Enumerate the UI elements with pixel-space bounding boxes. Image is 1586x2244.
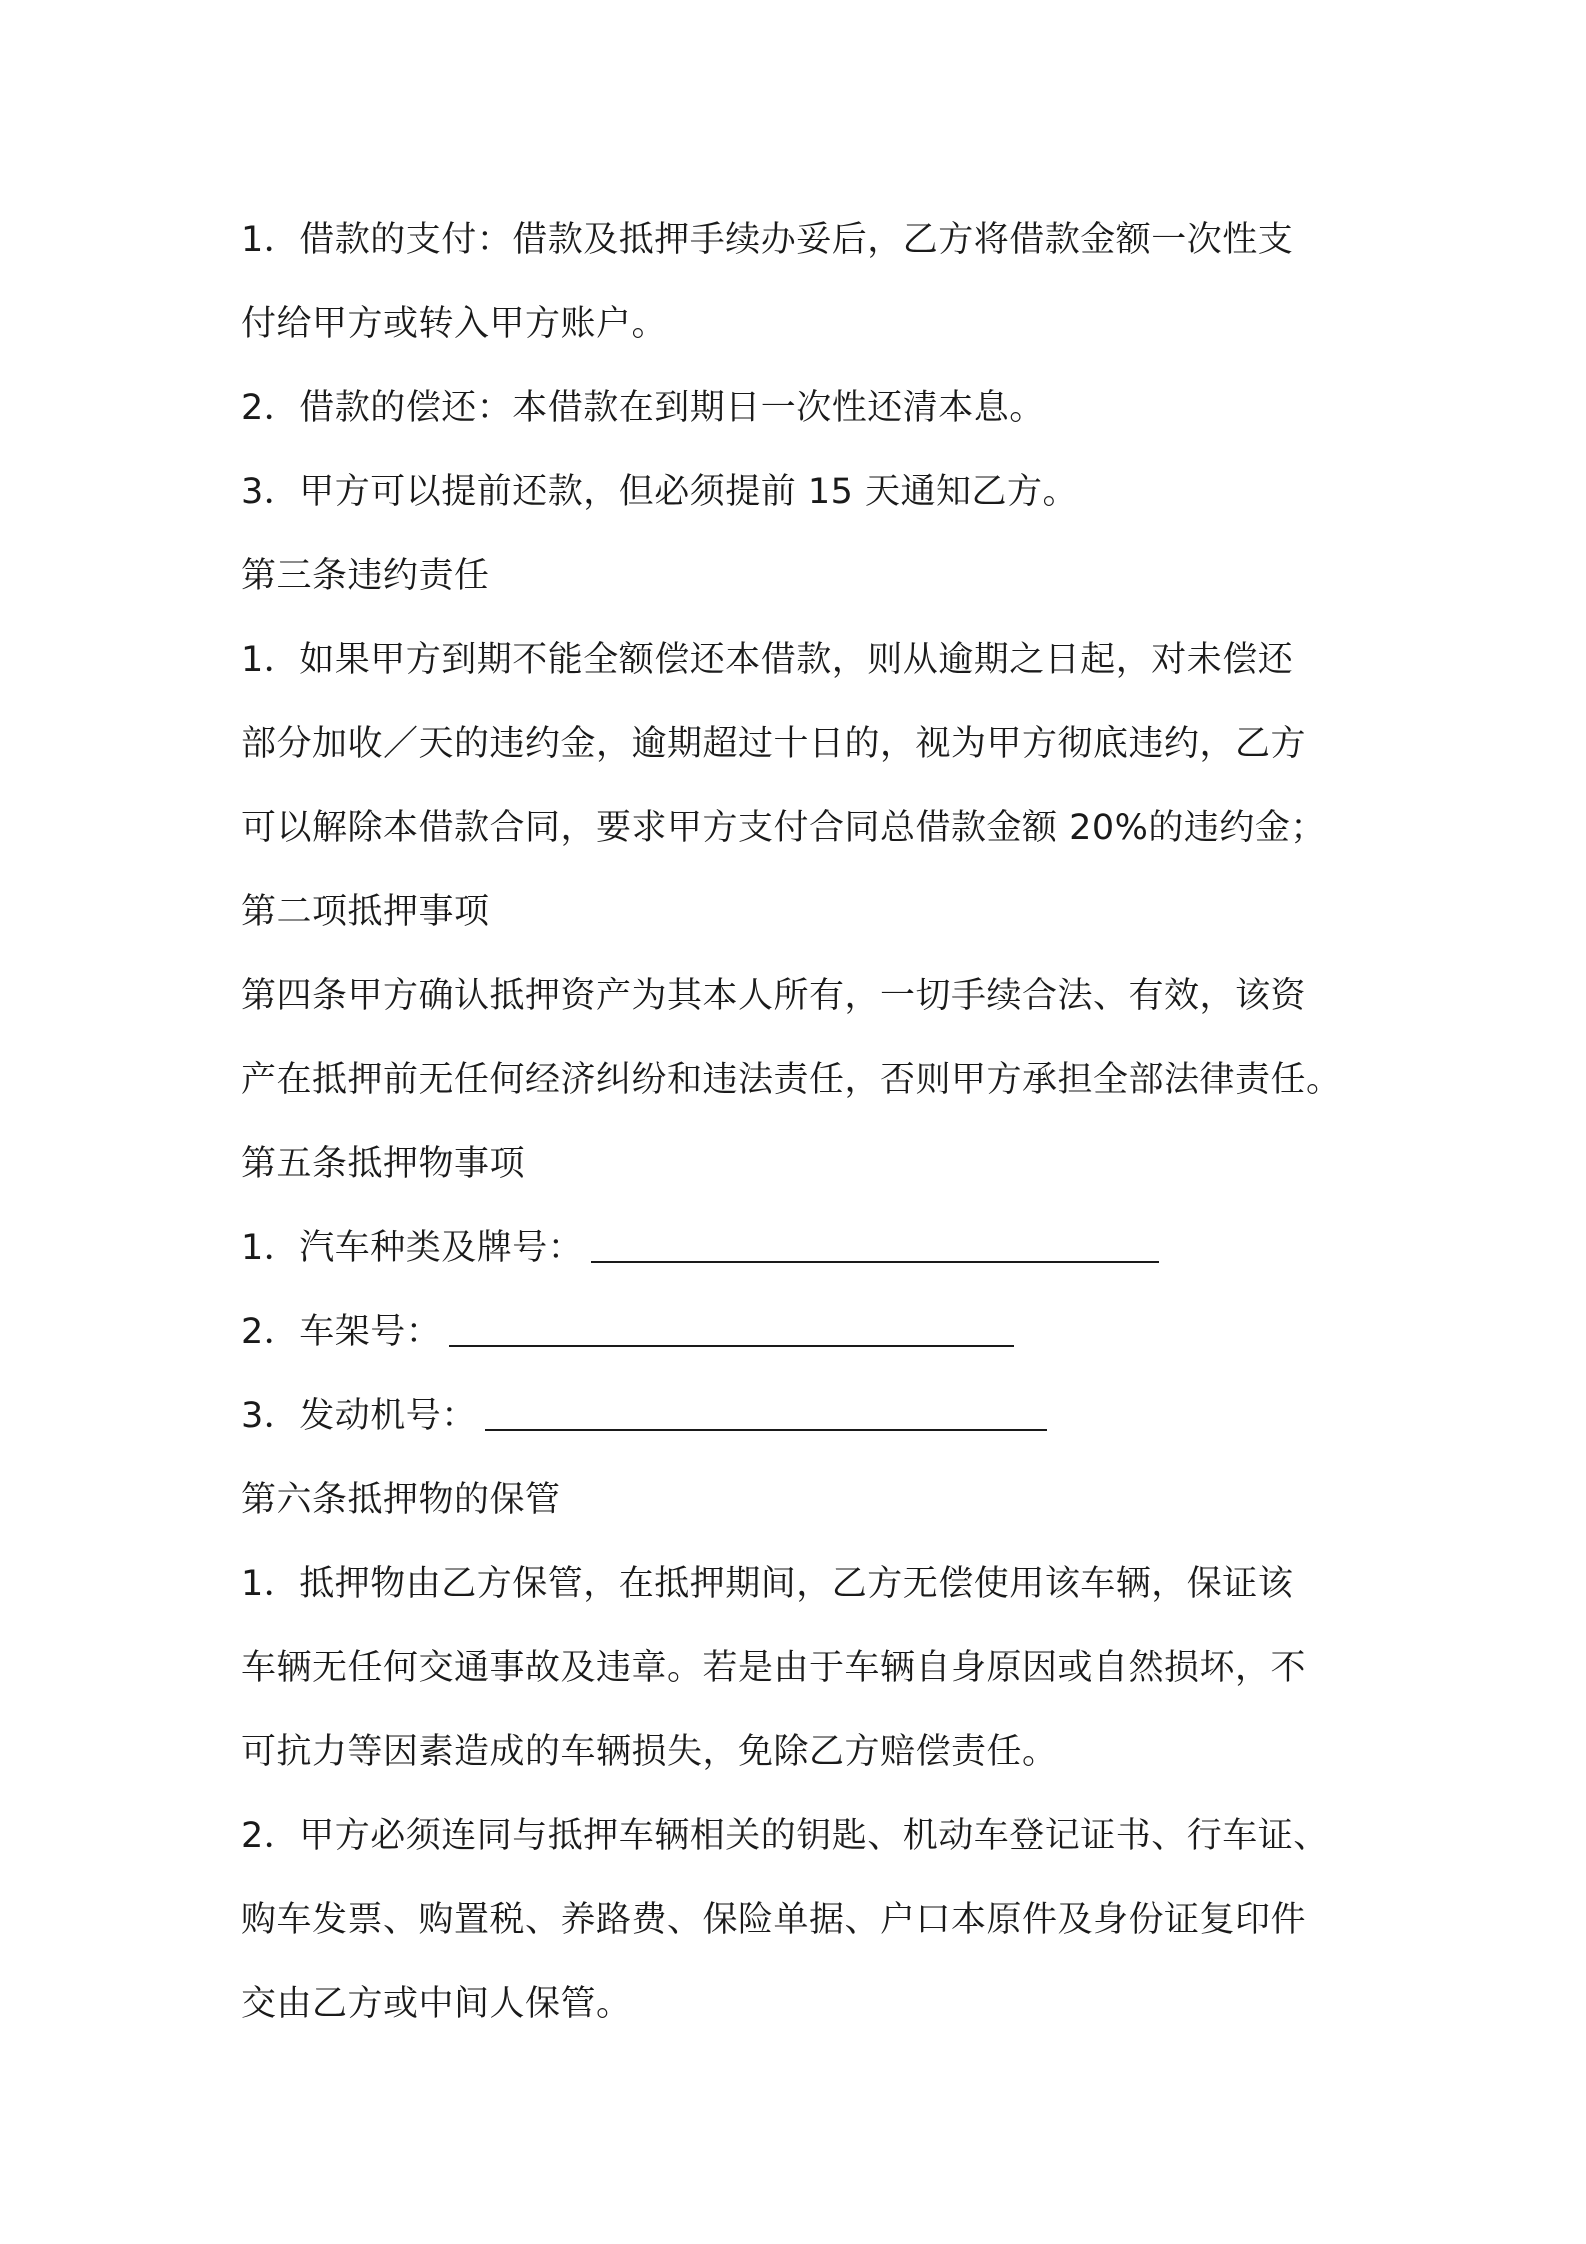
text-line: 1．抵押物由乙方保管，在抵押期间，乙方无偿使用该车辆，保证该 [241, 1564, 1294, 1604]
field-label: 1．汽车种类及牌号： [241, 1228, 584, 1268]
section-heading: 第三条违约责任 [241, 556, 490, 596]
frame-number-field [241, 1290, 1391, 1374]
text-line: 可抗力等因素造成的车辆损失，免除乙方赔偿责任。 [241, 1732, 1058, 1772]
text-line: 3．甲方可以提前还款，但必须提前 15 天通知乙方。 [241, 472, 1079, 512]
text-line: 第四条甲方确认抵押资产为其本人所有，一切手续合法、有效，该资 [241, 976, 1307, 1016]
text-line: 购车发票、购置税、养路费、保险单据、户口本原件及身份证复印件 [241, 1900, 1307, 1940]
frame-number-blank[interactable] [449, 1309, 1014, 1347]
text-line: 付给甲方或转入甲方账户。 [241, 304, 668, 344]
field-label: 2．车架号： [241, 1312, 442, 1352]
vehicle-type-blank[interactable] [591, 1225, 1159, 1263]
text-line: 部分加收／天的违约金，逾期超过十日的，视为甲方彻底违约，乙方 [241, 724, 1307, 764]
text-line: 可以解除本借款合同，要求甲方支付合同总借款金额 20%的违约金； [241, 808, 1326, 848]
section-heading: 第六条抵押物的保管 [241, 1480, 561, 1520]
text-line: 交由乙方或中间人保管。 [241, 1984, 632, 2024]
text-line: 2．借款的偿还：本借款在到期日一次性还清本息。 [241, 388, 1045, 428]
section-heading: 第五条抵押物事项 [241, 1144, 526, 1184]
engine-number-blank[interactable] [485, 1393, 1047, 1431]
engine-number-field [241, 1374, 1391, 1458]
text-line: 2．甲方必须连同与抵押车辆相关的钥匙、机动车登记证书、行车证、 [241, 1816, 1329, 1856]
field-label: 3．发动机号： [241, 1396, 477, 1436]
vehicle-type-field [241, 1206, 1391, 1290]
text-line: 1．如果甲方到期不能全额偿还本借款，则从逾期之日起，对未偿还 [241, 640, 1294, 680]
text-line: 1．借款的支付：借款及抵押手续办妥后，乙方将借款金额一次性支 [241, 220, 1294, 260]
section-heading: 第二项抵押事项 [241, 892, 490, 932]
text-line: 车辆无任何交通事故及违章。若是由于车辆自身原因或自然损坏，不 [241, 1648, 1307, 1688]
text-line: 产在抵押前无任何经济纠纷和违法责任，否则甲方承担全部法律责任。 [241, 1060, 1342, 1100]
document-body [241, 198, 1391, 2046]
